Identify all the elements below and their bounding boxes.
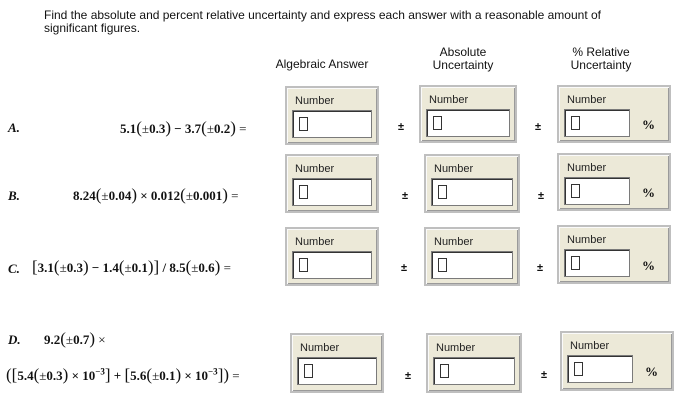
text-caret-icon bbox=[433, 116, 442, 130]
problem-c-label: C. bbox=[8, 261, 20, 276]
problem-b-expression: 8.24(±0.04) × 0.012(±0.001) = bbox=[73, 185, 239, 204]
instructions-text: Find the absolute and percent relative uncertainty and express each answer with a reasonable amount of significant figures. bbox=[44, 8, 602, 35]
problem-b-algebraic-answer-box bbox=[285, 154, 379, 213]
text-caret-icon bbox=[299, 117, 308, 131]
problem-d-absolute-uncertainty-input[interactable] bbox=[433, 357, 515, 385]
text-caret-icon bbox=[440, 364, 449, 378]
plus-minus-sign: ± bbox=[398, 121, 405, 133]
header-relative-uncertainty: % Relative Uncertainty bbox=[570, 45, 632, 72]
text-caret-icon bbox=[304, 364, 313, 378]
number-label: Number bbox=[295, 95, 335, 107]
number-label: Number bbox=[570, 340, 610, 352]
number-label: Number bbox=[434, 236, 474, 248]
problem-c-absolute-uncertainty-input[interactable] bbox=[431, 251, 513, 279]
plus-minus-sign: ± bbox=[537, 262, 544, 274]
percent-sign: % bbox=[642, 258, 655, 273]
text-caret-icon bbox=[571, 116, 580, 130]
number-label: Number bbox=[436, 342, 476, 354]
problem-c-relative-uncertainty-box bbox=[557, 225, 671, 284]
problem-b-absolute-uncertainty-box bbox=[424, 154, 520, 213]
problem-a-absolute-uncertainty-box bbox=[419, 85, 517, 143]
number-label: Number bbox=[434, 163, 474, 175]
problem-d-relative-uncertainty-box bbox=[560, 331, 674, 391]
problem-d-algebraic-answer-input[interactable] bbox=[297, 357, 377, 385]
problem-d-absolute-uncertainty-box bbox=[426, 333, 522, 393]
plus-minus-sign: ± bbox=[405, 370, 412, 382]
problem-d-label: D. bbox=[8, 332, 21, 347]
problem-b-absolute-uncertainty-input[interactable] bbox=[431, 178, 513, 206]
problem-d-algebraic-answer-box bbox=[290, 333, 384, 393]
problem-b-label: B. bbox=[8, 188, 20, 203]
text-caret-icon bbox=[571, 184, 580, 198]
problem-c-algebraic-answer-input[interactable] bbox=[292, 251, 372, 279]
problem-d-expression-line1: 9.2(±0.7) × bbox=[44, 329, 106, 348]
problem-c-absolute-uncertainty-box bbox=[424, 227, 520, 286]
percent-sign: % bbox=[645, 364, 658, 379]
problem-b-relative-uncertainty-box bbox=[557, 153, 671, 211]
number-label: Number bbox=[295, 236, 335, 248]
problem-c-algebraic-answer-box bbox=[285, 227, 379, 286]
percent-sign: % bbox=[642, 185, 655, 200]
number-label: Number bbox=[295, 163, 335, 175]
plus-minus-sign: ± bbox=[535, 121, 542, 133]
problem-c-expression: [3.1(±0.3) − 1.4(±0.1)] / 8.5(±0.6) = bbox=[32, 257, 231, 276]
problem-c-relative-uncertainty-input[interactable] bbox=[564, 249, 630, 277]
problem-d-relative-uncertainty-input[interactable] bbox=[567, 355, 633, 383]
plus-minus-sign: ± bbox=[538, 190, 545, 202]
plus-minus-sign: ± bbox=[401, 262, 408, 274]
text-caret-icon bbox=[299, 185, 308, 199]
problem-a-absolute-uncertainty-input[interactable] bbox=[426, 109, 510, 137]
problem-d-expression-line2: $([5.4(\pm 0.3) \times 10^{-3}] + [5.6(\pm 0.1) \times 10^{-3}])$ = bbox=[6, 365, 240, 384]
text-caret-icon bbox=[438, 185, 447, 199]
problem-a-algebraic-answer-box bbox=[285, 86, 379, 145]
number-label: Number bbox=[567, 162, 607, 174]
header-algebraic-answer: Algebraic Answer bbox=[275, 57, 369, 71]
problem-a-relative-uncertainty-input[interactable] bbox=[564, 109, 630, 137]
problem-a-expression: 5.1(±0.3) − 3.7(±0.2) = bbox=[120, 118, 247, 137]
plus-minus-sign: ± bbox=[541, 369, 548, 381]
text-caret-icon bbox=[574, 362, 583, 376]
problem-b-relative-uncertainty-input[interactable] bbox=[564, 177, 630, 205]
number-label: Number bbox=[429, 94, 469, 106]
percent-sign: % bbox=[642, 117, 655, 132]
problem-a-label: A. bbox=[8, 120, 20, 135]
text-caret-icon bbox=[438, 258, 447, 272]
problem-b-algebraic-answer-input[interactable] bbox=[292, 178, 372, 206]
number-label: Number bbox=[567, 234, 607, 246]
number-label: Number bbox=[567, 94, 607, 106]
number-label: Number bbox=[300, 342, 340, 354]
problem-a-relative-uncertainty-box bbox=[557, 85, 671, 143]
plus-minus-sign: ± bbox=[402, 190, 409, 202]
problem-a-algebraic-answer-input[interactable] bbox=[292, 110, 372, 138]
text-caret-icon bbox=[571, 256, 580, 270]
header-absolute-uncertainty: Absolute Uncertainty bbox=[432, 45, 494, 72]
text-caret-icon bbox=[299, 258, 308, 272]
